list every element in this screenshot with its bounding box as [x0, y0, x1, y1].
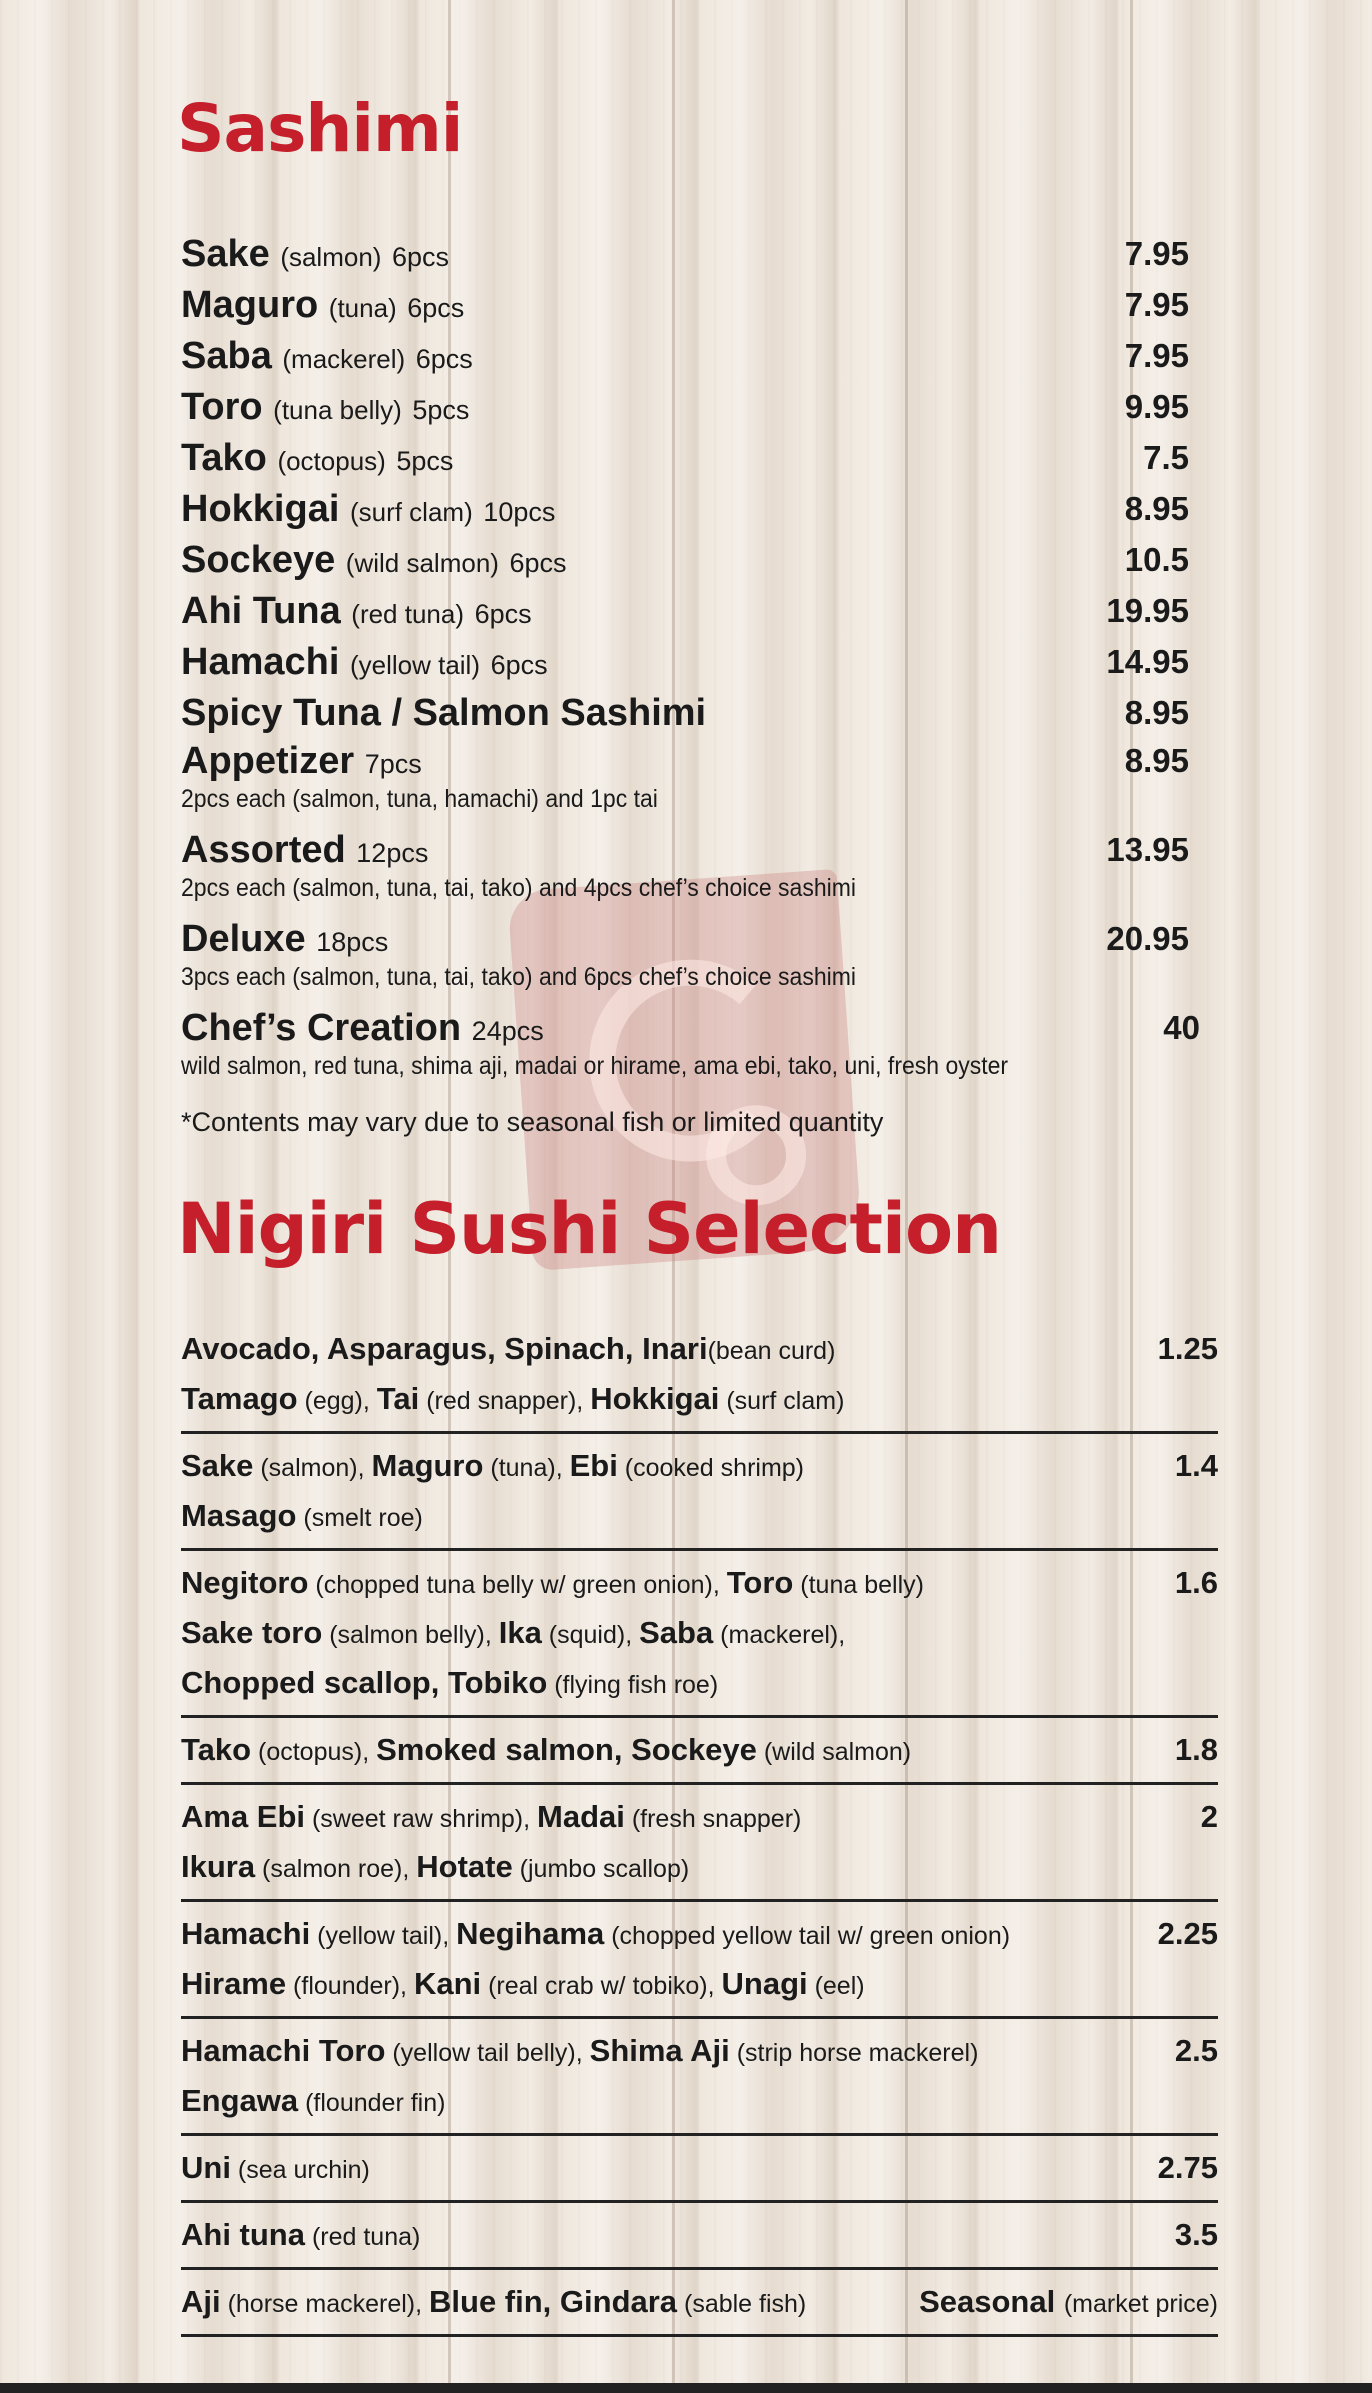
item-description: (chopped tuna belly w/ green onion),	[308, 1571, 727, 1599]
item-description: (salmon)	[280, 242, 382, 272]
item-name: Avocado, Asparagus, Spinach, Inari	[181, 1331, 708, 1366]
item-price: 10.5	[1124, 541, 1189, 578]
item-name: Shima Aji	[589, 2033, 730, 2068]
item-price: 13.95	[1106, 831, 1189, 868]
price-note: (market price)	[1063, 2290, 1218, 2318]
item-line	[181, 1375, 1158, 1425]
item-description: (red tuna)	[351, 599, 465, 629]
price-group-items	[181, 2211, 1175, 2261]
item-line	[181, 1910, 1158, 1960]
menu-item	[181, 332, 1189, 383]
price-group	[181, 1785, 1218, 1902]
menu-item-line	[181, 826, 1069, 877]
group-price	[1175, 1442, 1218, 1490]
menu-item	[181, 638, 1189, 689]
item-name: Blue fin, Gindara	[429, 2284, 678, 2319]
item-description: (eel)	[807, 1972, 865, 2000]
price-group	[181, 2019, 1218, 2136]
item-name: Saba	[181, 335, 272, 377]
price-value: 2.25	[1157, 1916, 1218, 1951]
item-quantity: 6pcs	[490, 650, 548, 680]
item-description: (cooked shrimp)	[617, 1454, 804, 1482]
menu-item-text	[181, 230, 1069, 281]
group-price	[1175, 1726, 1218, 1774]
item-name: Tamago	[181, 1381, 298, 1416]
menu-item-text	[181, 915, 1069, 1004]
menu-item	[181, 230, 1189, 281]
item-price: 40	[1163, 1009, 1201, 1046]
menu-item-text	[181, 737, 1069, 826]
item-description: (wild salmon)	[756, 1738, 912, 1766]
item-description: (tuna belly)	[273, 395, 402, 425]
group-price	[1175, 2027, 1218, 2075]
price-group-items	[181, 2027, 1175, 2127]
item-line	[181, 1960, 1158, 2010]
item-name: Masago	[181, 1498, 297, 1533]
price-group-items	[181, 1793, 1201, 1893]
item-name: Ikura	[181, 1849, 256, 1884]
item-price: 8.95	[1124, 490, 1189, 527]
item-name: Ahi Tuna	[181, 590, 341, 632]
item-name: Toro	[181, 386, 263, 428]
menu-item	[181, 434, 1189, 485]
menu-item	[181, 1004, 1201, 1093]
item-description: (sable fish)	[677, 2290, 807, 2318]
item-note: 2pcs each (salmon, tuna, tai, tako) and 4pcs chef’s choice sashimi	[181, 874, 857, 902]
price-value: 1.4	[1174, 1448, 1218, 1483]
item-price: 7.95	[1124, 337, 1189, 374]
item-description: (tuna),	[483, 1454, 570, 1482]
item-name: Chopped scallop, Tobiko	[181, 1665, 548, 1700]
menu-item-line	[181, 383, 1069, 434]
menu-item	[181, 826, 1189, 915]
sashimi-title: Sashimi	[177, 90, 463, 167]
item-line	[181, 1726, 1175, 1776]
item-name: Maguro	[371, 1448, 484, 1483]
item-name: Ahi tuna	[181, 2217, 305, 2252]
item-name: Hamachi	[181, 641, 340, 683]
group-price	[1158, 2144, 1218, 2192]
item-name: Uni	[181, 2150, 231, 2185]
item-name: Negihama	[456, 1916, 605, 1951]
item-name: Hokkigai	[590, 1381, 720, 1416]
item-line	[181, 1492, 1175, 1542]
item-quantity: 5pcs	[396, 446, 454, 476]
item-quantity: 18pcs	[316, 927, 389, 957]
item-name: Ika	[498, 1615, 542, 1650]
item-description: (red snapper),	[419, 1387, 591, 1415]
item-description: (flounder fin)	[298, 2089, 446, 2117]
item-description: (jumbo scallop)	[512, 1855, 690, 1883]
price-value: 1.25	[1157, 1331, 1218, 1366]
menu-item-line	[181, 1004, 1080, 1055]
price-value: 2.75	[1157, 2150, 1218, 2185]
menu-item-line	[181, 230, 1069, 281]
item-line	[181, 1559, 1175, 1609]
price-value: Seasonal	[919, 2284, 1056, 2319]
item-price: 8.95	[1124, 694, 1189, 731]
item-name: Maguro	[181, 284, 319, 326]
price-group	[181, 1718, 1218, 1785]
item-description: (real crab w/ tobiko),	[481, 1972, 722, 2000]
price-group	[181, 1434, 1218, 1551]
group-price	[1158, 1910, 1218, 1958]
item-name: Spicy Tuna / Salmon Sashimi	[181, 692, 707, 734]
item-description: (wild salmon)	[345, 548, 499, 578]
item-name: Chef’s Creation	[181, 1007, 462, 1049]
menu-item-text	[181, 536, 1069, 587]
item-name: Madai	[537, 1799, 625, 1834]
price-group-items	[181, 1325, 1158, 1425]
menu-item-line	[181, 689, 1069, 737]
item-note: 3pcs each (salmon, tuna, tai, tako) and 6pcs chef’s choice sashimi	[181, 963, 857, 991]
item-name: Ebi	[569, 1448, 618, 1483]
item-line	[181, 2077, 1175, 2127]
item-line	[181, 1659, 1175, 1709]
menu-item-text	[181, 638, 1069, 689]
menu-item	[181, 915, 1189, 1004]
item-line	[181, 2278, 919, 2328]
item-line	[181, 2211, 1175, 2261]
item-quantity: 6pcs	[415, 344, 473, 374]
nigiri-list	[181, 1325, 1218, 2337]
item-name: Appetizer	[181, 740, 355, 782]
item-name: Engawa	[181, 2083, 299, 2118]
menu-item	[181, 536, 1189, 587]
price-group	[181, 2270, 1218, 2337]
menu-item-text	[181, 689, 1069, 737]
item-name: Tako	[181, 1732, 252, 1767]
price-value: 2.5	[1174, 2033, 1218, 2068]
item-name: Sockeye	[181, 539, 336, 581]
menu-item-line	[181, 737, 1069, 788]
menu-item	[181, 587, 1189, 638]
item-quantity: 6pcs	[407, 293, 465, 323]
menu-item-text	[181, 383, 1069, 434]
item-price: 20.95	[1106, 920, 1189, 957]
menu-item-line	[181, 587, 1069, 638]
item-description: (flying fish roe)	[547, 1671, 719, 1699]
menu-item-line	[181, 434, 1069, 485]
price-group	[181, 2136, 1218, 2203]
item-quantity: 6pcs	[392, 242, 450, 272]
item-line	[181, 1843, 1201, 1893]
item-description: (tuna belly)	[793, 1571, 924, 1599]
item-quantity: 5pcs	[412, 395, 470, 425]
item-description: (surf clam)	[719, 1387, 845, 1415]
item-name: Hokkigai	[181, 488, 340, 530]
menu-item-line	[181, 915, 1069, 966]
item-name: Hamachi Toro	[181, 2033, 386, 2068]
item-name: Deluxe	[181, 918, 306, 960]
item-line	[181, 2144, 1158, 2194]
menu-item	[181, 485, 1189, 536]
price-group-items	[181, 1559, 1175, 1709]
item-name: Hotate	[416, 1849, 513, 1884]
item-name: Sake	[181, 1448, 254, 1483]
price-group-items	[181, 1910, 1158, 2010]
menu-item-text	[181, 1004, 1080, 1093]
menu-item-text	[181, 332, 1069, 383]
menu-item	[181, 689, 1189, 737]
menu-item-line	[181, 536, 1069, 587]
item-name: Hirame	[181, 1966, 287, 2001]
item-description: (yellow tail belly),	[385, 2039, 590, 2067]
bottom-border	[0, 2383, 1372, 2393]
item-description: (mackerel)	[282, 344, 406, 374]
item-name: Assorted	[181, 829, 346, 871]
group-price	[919, 2278, 1218, 2328]
item-name: Hamachi	[181, 1916, 311, 1951]
item-description: (yellow tail)	[349, 650, 480, 680]
item-quantity: 12pcs	[356, 838, 429, 868]
item-description: (bean curd)	[707, 1337, 836, 1365]
item-name: Tai	[376, 1381, 420, 1416]
item-description: (strip horse mackerel)	[729, 2039, 979, 2067]
item-name: Ama Ebi	[181, 1799, 306, 1834]
price-group-items	[181, 2144, 1158, 2194]
item-note: wild salmon, red tuna, shima aji, madai or hirame, ama ebi, tako, uni, fresh oyster	[181, 1052, 1009, 1080]
item-line	[181, 1609, 1175, 1659]
price-group	[181, 1325, 1218, 1434]
group-price	[1175, 1559, 1218, 1607]
item-name: Unagi	[721, 1966, 808, 2001]
item-name: Sake	[181, 233, 270, 275]
group-price	[1201, 1793, 1218, 1841]
item-description: (chopped yellow tail w/ green onion)	[604, 1922, 1011, 1950]
item-quantity: 6pcs	[474, 599, 532, 629]
item-name: Aji	[181, 2284, 221, 2319]
menu-item-text	[181, 434, 1069, 485]
menu-item-text	[181, 587, 1069, 638]
item-name: Saba	[639, 1615, 714, 1650]
item-quantity: 24pcs	[471, 1016, 544, 1046]
menu-item-line	[181, 332, 1069, 383]
item-quantity: 6pcs	[509, 548, 567, 578]
item-description: (sea urchin)	[230, 2156, 370, 2184]
item-name: Negitoro	[181, 1565, 309, 1600]
item-description: (octopus)	[277, 446, 386, 476]
item-price: 9.95	[1124, 388, 1189, 425]
item-description: (surf clam)	[349, 497, 473, 527]
menu-item-line	[181, 485, 1069, 536]
price-group-items	[181, 1726, 1175, 1776]
item-description: (yellow tail),	[310, 1922, 457, 1950]
price-group	[181, 1902, 1218, 2019]
item-description: (egg),	[297, 1387, 377, 1415]
group-price	[1175, 2211, 1218, 2259]
group-price	[1158, 1325, 1218, 1373]
menu-item-line	[181, 638, 1069, 689]
item-price: 8.95	[1124, 742, 1189, 779]
item-price: 14.95	[1106, 643, 1189, 680]
menu-item	[181, 737, 1189, 826]
price-group-items	[181, 2278, 919, 2328]
menu-item-line	[181, 281, 1069, 332]
item-description: (squid),	[541, 1621, 640, 1649]
item-line	[181, 1793, 1201, 1843]
item-price: 7.5	[1143, 439, 1189, 476]
item-name: Tako	[181, 437, 267, 479]
item-quantity: 7pcs	[364, 749, 422, 779]
disclaimer-note: *Contents may vary due to seasonal fish or limited quantity	[181, 1107, 884, 1137]
item-description: (octopus),	[251, 1738, 377, 1766]
item-name: Toro	[726, 1565, 794, 1600]
price-value: 1.8	[1174, 1732, 1218, 1767]
item-price: 19.95	[1106, 592, 1189, 629]
menu-item-text	[181, 281, 1069, 332]
item-description: (fresh snapper)	[624, 1805, 802, 1833]
item-note: 2pcs each (salmon, tuna, hamachi) and 1pc tai	[181, 785, 658, 813]
item-description: (tuna)	[328, 293, 397, 323]
item-description: (salmon),	[253, 1454, 372, 1482]
item-price: 7.95	[1124, 235, 1189, 272]
menu-item-text	[181, 485, 1069, 536]
item-name: Smoked salmon, Sockeye	[376, 1732, 757, 1767]
item-line	[181, 1442, 1175, 1492]
item-description: (sweet raw shrimp),	[305, 1805, 538, 1833]
item-line	[181, 2027, 1175, 2077]
item-description: (salmon roe),	[255, 1855, 417, 1883]
menu-item	[181, 281, 1189, 332]
item-description: (horse mackerel),	[220, 2290, 430, 2318]
item-line	[181, 1325, 1158, 1375]
price-group-items	[181, 1442, 1175, 1542]
item-price: 7.95	[1124, 286, 1189, 323]
price-value: 3.5	[1174, 2217, 1218, 2252]
item-description: (flounder),	[286, 1972, 414, 2000]
item-name: Sake toro	[181, 1615, 323, 1650]
item-description: (smelt roe)	[296, 1504, 423, 1532]
price-group	[181, 2203, 1218, 2270]
menu-item	[181, 383, 1189, 434]
item-description: (mackerel),	[713, 1621, 846, 1649]
item-description: (salmon belly),	[322, 1621, 499, 1649]
menu-item-text	[181, 826, 1069, 915]
sashimi-list	[181, 230, 1201, 1138]
item-name: Kani	[413, 1966, 482, 2001]
price-value: 2	[1200, 1799, 1218, 1834]
nigiri-title: Nigiri Sushi Selection	[177, 1188, 1001, 1270]
item-quantity: 10pcs	[483, 497, 556, 527]
item-description: (red tuna)	[305, 2223, 421, 2251]
price-group	[181, 1551, 1218, 1718]
price-value: 1.6	[1174, 1565, 1218, 1600]
